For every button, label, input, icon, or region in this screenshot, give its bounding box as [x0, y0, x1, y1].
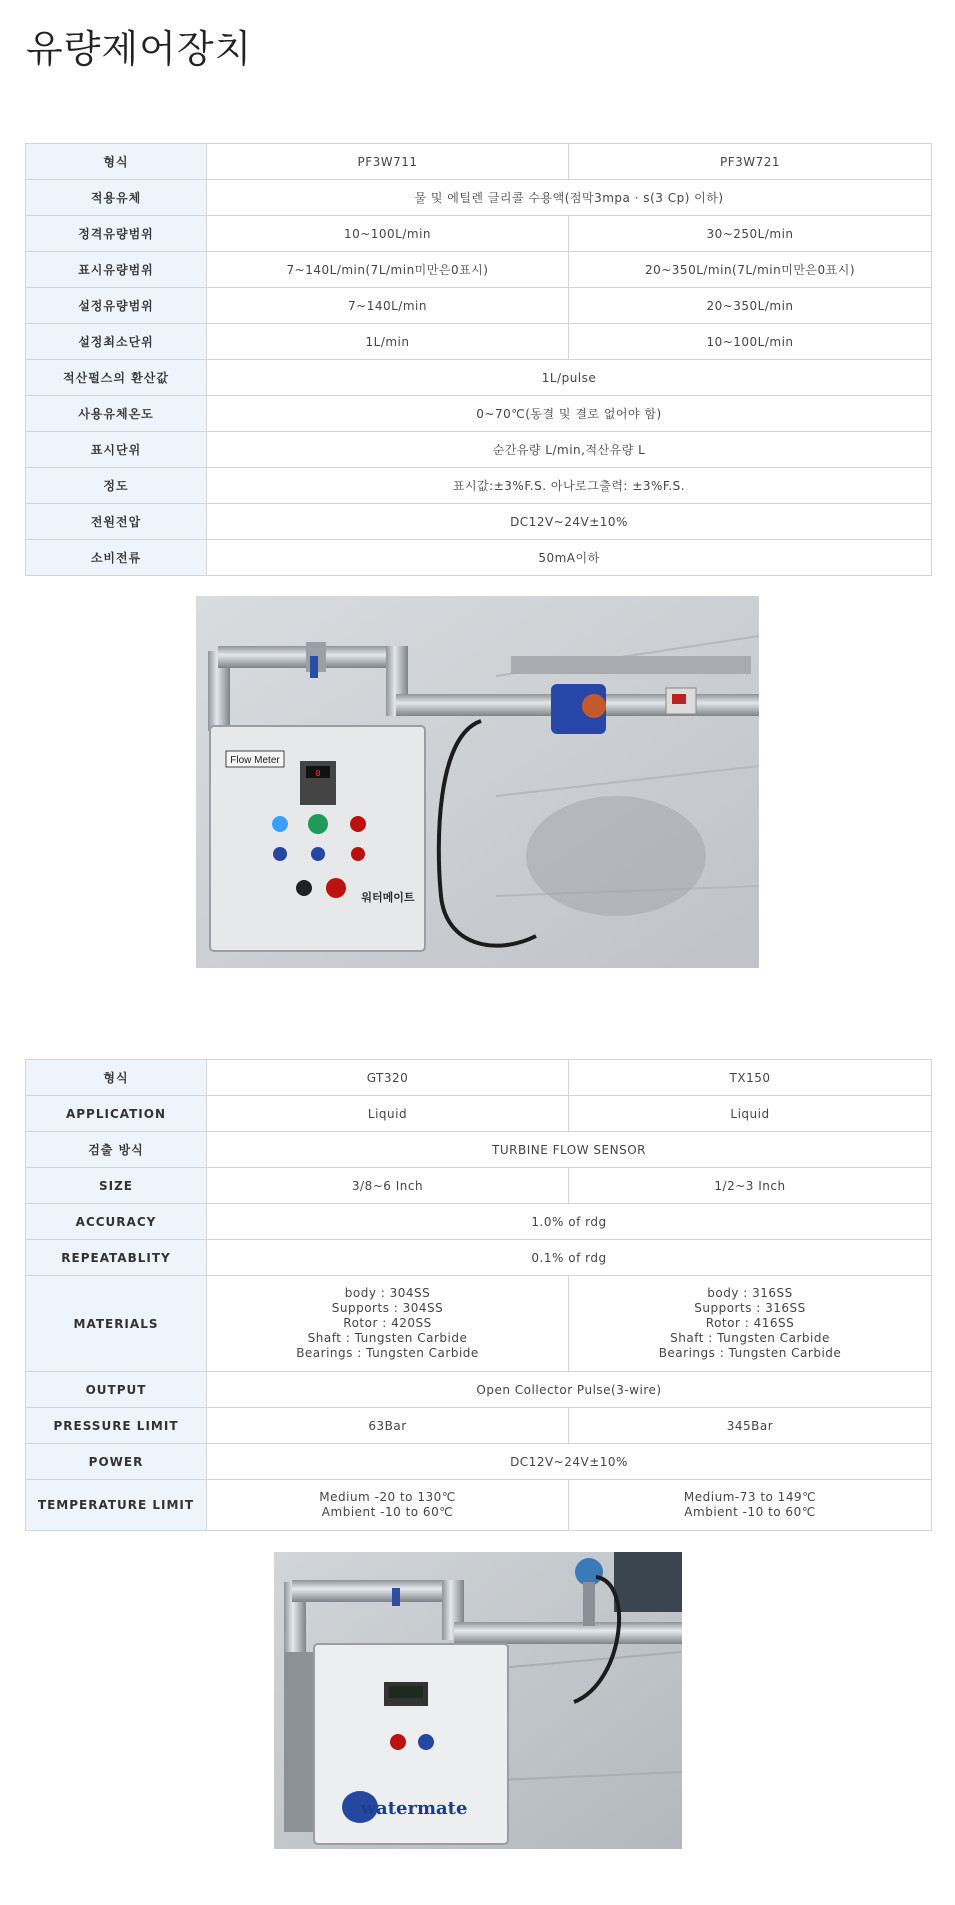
row-label: MATERIALS [26, 1276, 207, 1372]
row-label: 사용유체온도 [26, 396, 207, 432]
cell: GT320 [207, 1060, 569, 1096]
row-label: PRESSURE LIMIT [26, 1408, 207, 1444]
row-label: APPLICATION [26, 1096, 207, 1132]
cell: 0.1% of rdg [207, 1240, 932, 1276]
row-label: 소비전류 [26, 540, 207, 576]
row-label: POWER [26, 1444, 207, 1480]
table-row [26, 1240, 932, 1276]
row-label: 설정최소단위 [26, 324, 207, 360]
cell: 20~350L/min [569, 288, 932, 324]
row-label: ACCURACY [26, 1204, 207, 1240]
cell: 순간유량 L/min,적산유량 L [207, 432, 932, 468]
table-row [26, 180, 932, 216]
row-label: 표시단위 [26, 432, 207, 468]
flow-meter-panel-illustration [196, 596, 759, 968]
table-row [26, 1132, 932, 1168]
row-label: 적산펄스의 환산값 [26, 360, 207, 396]
row-label: TEMPERATURE LIMIT [26, 1480, 207, 1531]
product-photo-flow-meter-panel [196, 596, 759, 968]
row-label: 적용유체 [26, 180, 207, 216]
cell: DC12V~24V±10% [207, 504, 932, 540]
cell: 1L/min [207, 324, 569, 360]
panel-display-digit: 0 [315, 769, 321, 779]
row-label: SIZE [26, 1168, 207, 1204]
maker-label: 워터메이트 [361, 891, 415, 904]
cell: 1/2~3 Inch [569, 1168, 932, 1204]
table-row [26, 1480, 932, 1531]
cell: 10~100L/min [207, 216, 569, 252]
row-label: 정격유량범위 [26, 216, 207, 252]
cell: DC12V~24V±10% [207, 1444, 932, 1480]
spec-table-pf3w [25, 143, 932, 576]
cell: 7~140L/min(7L/min미만은0표시) [207, 252, 569, 288]
table-row [26, 396, 932, 432]
cell: TURBINE FLOW SENSOR [207, 1132, 932, 1168]
table-row [26, 504, 932, 540]
table-row [26, 540, 932, 576]
table-row [26, 1408, 932, 1444]
table-row [26, 1276, 932, 1372]
table-row [26, 324, 932, 360]
cell: 0~70℃(동결 및 결로 없어야 함) [207, 396, 932, 432]
table-row [26, 216, 932, 252]
table-row [26, 288, 932, 324]
watermate-box-illustration [274, 1552, 682, 1849]
table-row [26, 252, 932, 288]
row-label: 형식 [26, 144, 207, 180]
brand-logo-text: watermate [360, 1798, 468, 1819]
table-row [26, 1372, 932, 1408]
row-label: REPEATABLITY [26, 1240, 207, 1276]
table-row [26, 1060, 932, 1096]
table-row [26, 468, 932, 504]
cell: Medium-73 to 149℃ Ambient -10 to 60℃ [569, 1480, 932, 1531]
cell: 물 및 에틸렌 글리콜 수용액(점막3mpa · s(3 Cp) 이하) [207, 180, 932, 216]
row-label: 전원전압 [26, 504, 207, 540]
table-row [26, 1204, 932, 1240]
panel-label: Flow Meter [230, 755, 280, 766]
cell: 30~250L/min [569, 216, 932, 252]
cell: 1.0% of rdg [207, 1204, 932, 1240]
row-label: 표시유량범위 [26, 252, 207, 288]
row-label: 설정유량범위 [26, 288, 207, 324]
cell: 3/8~6 Inch [207, 1168, 569, 1204]
cell: 표시값:±3%F.S. 아나로그출력: ±3%F.S. [207, 468, 932, 504]
table-row [26, 1444, 932, 1480]
cell: 50mA이하 [207, 540, 932, 576]
cell: body : 304SS Supports : 304SS Rotor : 420SS Shaft : Tungsten Carbide Bearings : Tungsten Carbide [207, 1276, 569, 1372]
table-row [26, 1168, 932, 1204]
cell: 7~140L/min [207, 288, 569, 324]
table-row [26, 360, 932, 396]
cell: 63Bar [207, 1408, 569, 1444]
row-label: 검출 방식 [26, 1132, 207, 1168]
cell: Liquid [569, 1096, 932, 1132]
cell: TX150 [569, 1060, 932, 1096]
row-label: 형식 [26, 1060, 207, 1096]
cell: PF3W721 [569, 144, 932, 180]
cell: body : 316SS Supports : 316SS Rotor : 416SS Shaft : Tungsten Carbide Bearings : Tungsten Carbide [569, 1276, 932, 1372]
table-row [26, 1096, 932, 1132]
product-photo-watermate-box [274, 1552, 682, 1849]
page-title: 유량제어장치 [26, 27, 253, 71]
cell: 345Bar [569, 1408, 932, 1444]
cell: Liquid [207, 1096, 569, 1132]
table-row [26, 144, 932, 180]
cell: Medium -20 to 130℃ Ambient -10 to 60℃ [207, 1480, 569, 1531]
cell: Open Collector Pulse(3-wire) [207, 1372, 932, 1408]
row-label: OUTPUT [26, 1372, 207, 1408]
cell: 10~100L/min [569, 324, 932, 360]
cell: 20~350L/min(7L/min미만은0표시) [569, 252, 932, 288]
spec-table-turbine [25, 1059, 932, 1531]
cell: 1L/pulse [207, 360, 932, 396]
row-label: 정도 [26, 468, 207, 504]
table-row [26, 432, 932, 468]
cell: PF3W711 [207, 144, 569, 180]
